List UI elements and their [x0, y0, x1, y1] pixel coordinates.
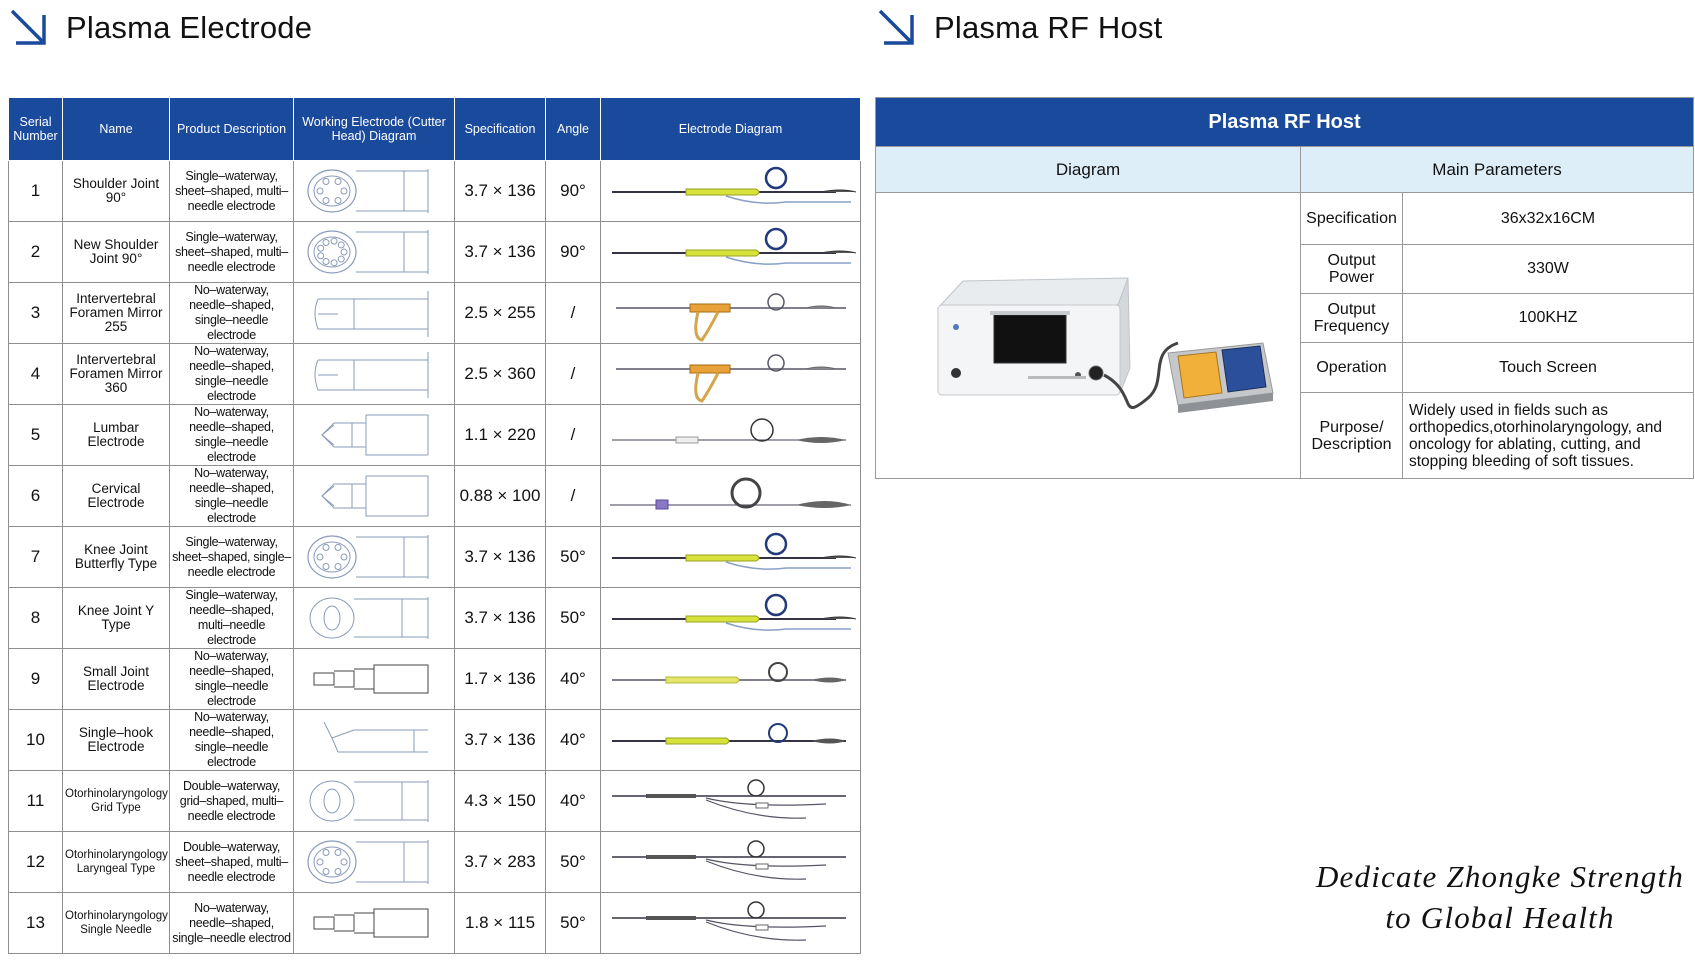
row-description: Double–waterway, sheet–shaped, multi–needle electrode	[170, 832, 294, 893]
row-cutter-head-diagram	[294, 893, 455, 954]
row-cutter-head-diagram	[294, 649, 455, 710]
row-specification: 3.7 × 136	[455, 527, 546, 588]
row-electrode-diagram	[601, 222, 861, 283]
row-serial: 13	[9, 893, 63, 954]
row-electrode-diagram	[601, 710, 861, 771]
row-cutter-head-diagram	[294, 771, 455, 832]
row-description: Single–waterway, needle–shaped, multi–needle electrode	[170, 588, 294, 649]
row-description: No–waterway, needle–shaped, single–needle electrode	[170, 283, 294, 344]
row-description: No–waterway, needle–shaped, single–needle electrode	[170, 344, 294, 405]
row-specification: 3.7 × 136	[455, 710, 546, 771]
row-name: Knee Joint Butterfly Type	[63, 527, 170, 588]
row-electrode-diagram	[601, 588, 861, 649]
table-row	[9, 588, 861, 649]
param-value-purpose: Widely used in fields such as orthopedics,otorhinolaryngology, and oncology for ablating, cutting, and stopping bleeding of soft tissues.	[1403, 393, 1694, 479]
row-angle: 50°	[546, 893, 601, 954]
header-name: Name	[63, 98, 170, 161]
row-serial: 11	[9, 771, 63, 832]
row-angle: /	[546, 283, 601, 344]
electrode-table	[8, 97, 861, 954]
row-serial: 8	[9, 588, 63, 649]
row-name: Otorhinolaryngology Laryngeal Type	[63, 832, 170, 893]
row-specification: 1.1 × 220	[455, 405, 546, 466]
row-description: Single–waterway, sheet–shaped, single–needle electrode	[170, 527, 294, 588]
table-row	[9, 771, 861, 832]
row-angle: 50°	[546, 588, 601, 649]
row-serial: 6	[9, 466, 63, 527]
table-row	[9, 710, 861, 771]
row-name: Cervical Electrode	[63, 466, 170, 527]
row-name: Intervertebral Foramen Mirror 360	[63, 344, 170, 405]
rf-params-header: Main Parameters	[1301, 147, 1694, 193]
electrode-table-header	[9, 98, 861, 161]
row-description: No–waterway, needle–shaped, single–needle electrode	[170, 649, 294, 710]
row-cutter-head-diagram	[294, 344, 455, 405]
table-row	[9, 222, 861, 283]
row-specification: 3.7 × 136	[455, 588, 546, 649]
row-description: Double–waterway, grid–shaped, multi–needle electrode	[170, 771, 294, 832]
row-electrode-diagram	[601, 344, 861, 405]
row-serial: 7	[9, 527, 63, 588]
param-label-purpose: Purpose/ Description	[1301, 393, 1403, 479]
row-specification: 3.7 × 283	[455, 832, 546, 893]
row-name: New Shoulder Joint 90°	[63, 222, 170, 283]
slogan	[1290, 856, 1695, 938]
row-electrode-diagram	[601, 771, 861, 832]
row-serial: 12	[9, 832, 63, 893]
row-name: Single–hook Electrode	[63, 710, 170, 771]
table-row	[9, 283, 861, 344]
row-cutter-head-diagram	[294, 405, 455, 466]
header-electrode-diagram: Electrode Diagram	[601, 98, 861, 161]
row-electrode-diagram	[601, 832, 861, 893]
rf-host-device-image	[876, 193, 1301, 479]
row-serial: 9	[9, 649, 63, 710]
table-row	[9, 161, 861, 222]
param-label-output-power: Output Power	[1301, 245, 1403, 294]
row-name: Otorhinolaryngology Grid Type	[63, 771, 170, 832]
arrow-down-right-icon	[876, 7, 918, 49]
slogan-line-1: Dedicate Zhongke Strength	[1315, 859, 1685, 894]
rf-diagram-header: Diagram	[876, 147, 1301, 193]
electrode-section-heading	[8, 4, 312, 52]
electrode-section-title: Plasma Electrode	[66, 10, 313, 45]
table-row	[9, 405, 861, 466]
rf-host-table	[875, 97, 1694, 479]
row-name: Intervertebral Foramen Mirror 255	[63, 283, 170, 344]
row-angle: /	[546, 405, 601, 466]
row-description: No–waterway, needle–shaped, single–needle electrode	[170, 466, 294, 527]
rf-table-title: Plasma RF Host	[876, 98, 1694, 147]
row-angle: 90°	[546, 161, 601, 222]
row-cutter-head-diagram	[294, 832, 455, 893]
row-serial: 3	[9, 283, 63, 344]
header-angle: Angle	[546, 98, 601, 161]
row-name: Lumbar Electrode	[63, 405, 170, 466]
table-row	[9, 527, 861, 588]
rf-section-heading	[876, 4, 1162, 52]
row-angle: /	[546, 466, 601, 527]
row-specification: 4.3 × 150	[455, 771, 546, 832]
row-specification: 0.88 × 100	[455, 466, 546, 527]
row-name: Knee Joint Y Type	[63, 588, 170, 649]
row-electrode-diagram	[601, 161, 861, 222]
row-angle: 50°	[546, 527, 601, 588]
row-cutter-head-diagram	[294, 588, 455, 649]
arrow-down-right-icon	[8, 7, 50, 49]
table-row	[9, 649, 861, 710]
table-row	[9, 832, 861, 893]
row-serial: 2	[9, 222, 63, 283]
row-specification: 2.5 × 360	[455, 344, 546, 405]
row-electrode-diagram	[601, 466, 861, 527]
row-specification: 1.8 × 115	[455, 893, 546, 954]
row-serial: 5	[9, 405, 63, 466]
param-value-output-power: 330W	[1403, 245, 1694, 294]
header-description: Product Description	[170, 98, 294, 161]
row-electrode-diagram	[601, 283, 861, 344]
param-value-operation: Touch Screen	[1403, 343, 1694, 393]
row-electrode-diagram	[601, 893, 861, 954]
row-cutter-head-diagram	[294, 527, 455, 588]
table-row	[9, 344, 861, 405]
row-serial: 10	[9, 710, 63, 771]
row-cutter-head-diagram	[294, 710, 455, 771]
param-value-output-frequency: 100KHZ	[1403, 294, 1694, 343]
header-specification: Specification	[455, 98, 546, 161]
rf-section-title: Plasma RF Host	[934, 10, 1163, 45]
param-label-specification: Specification	[1301, 193, 1403, 245]
row-serial: 1	[9, 161, 63, 222]
row-electrode-diagram	[601, 649, 861, 710]
param-value-specification: 36x32x16CM	[1403, 193, 1694, 245]
header-working-electrode: Working Electrode (Cutter Head) Diagram	[294, 98, 455, 161]
param-label-operation: Operation	[1301, 343, 1403, 393]
row-description: No–waterway, needle–shaped, single–needle electrode	[170, 710, 294, 771]
rf-host-illustration	[878, 193, 1298, 473]
row-serial: 4	[9, 344, 63, 405]
row-specification: 2.5 × 255	[455, 283, 546, 344]
table-row	[9, 893, 861, 954]
row-name: Small Joint Electrode	[63, 649, 170, 710]
row-angle: 40°	[546, 649, 601, 710]
row-electrode-diagram	[601, 405, 861, 466]
row-angle: /	[546, 344, 601, 405]
row-specification: 3.7 × 136	[455, 222, 546, 283]
row-specification: 3.7 × 136	[455, 161, 546, 222]
row-angle: 40°	[546, 771, 601, 832]
table-row	[9, 466, 861, 527]
row-description: Single–waterway, sheet–shaped, multi–needle electrode	[170, 161, 294, 222]
row-cutter-head-diagram	[294, 222, 455, 283]
row-angle: 90°	[546, 222, 601, 283]
param-label-output-frequency: Output Frequency	[1301, 294, 1403, 343]
row-name: Otorhinolaryngology Single Needle	[63, 893, 170, 954]
row-description: No–waterway, needle–shaped, single–needle electrod	[170, 893, 294, 954]
row-description: No–waterway, needle–shaped, single–needle electrode	[170, 405, 294, 466]
row-electrode-diagram	[601, 527, 861, 588]
row-cutter-head-diagram	[294, 161, 455, 222]
slogan-line-2: to Global Health	[1385, 900, 1615, 935]
row-name: Shoulder Joint 90°	[63, 161, 170, 222]
row-cutter-head-diagram	[294, 283, 455, 344]
row-angle: 40°	[546, 710, 601, 771]
row-cutter-head-diagram	[294, 466, 455, 527]
row-specification: 1.7 × 136	[455, 649, 546, 710]
row-description: Single–waterway, sheet–shaped, multi–needle electrode	[170, 222, 294, 283]
row-angle: 50°	[546, 832, 601, 893]
header-serial: Serial Number	[9, 98, 63, 161]
